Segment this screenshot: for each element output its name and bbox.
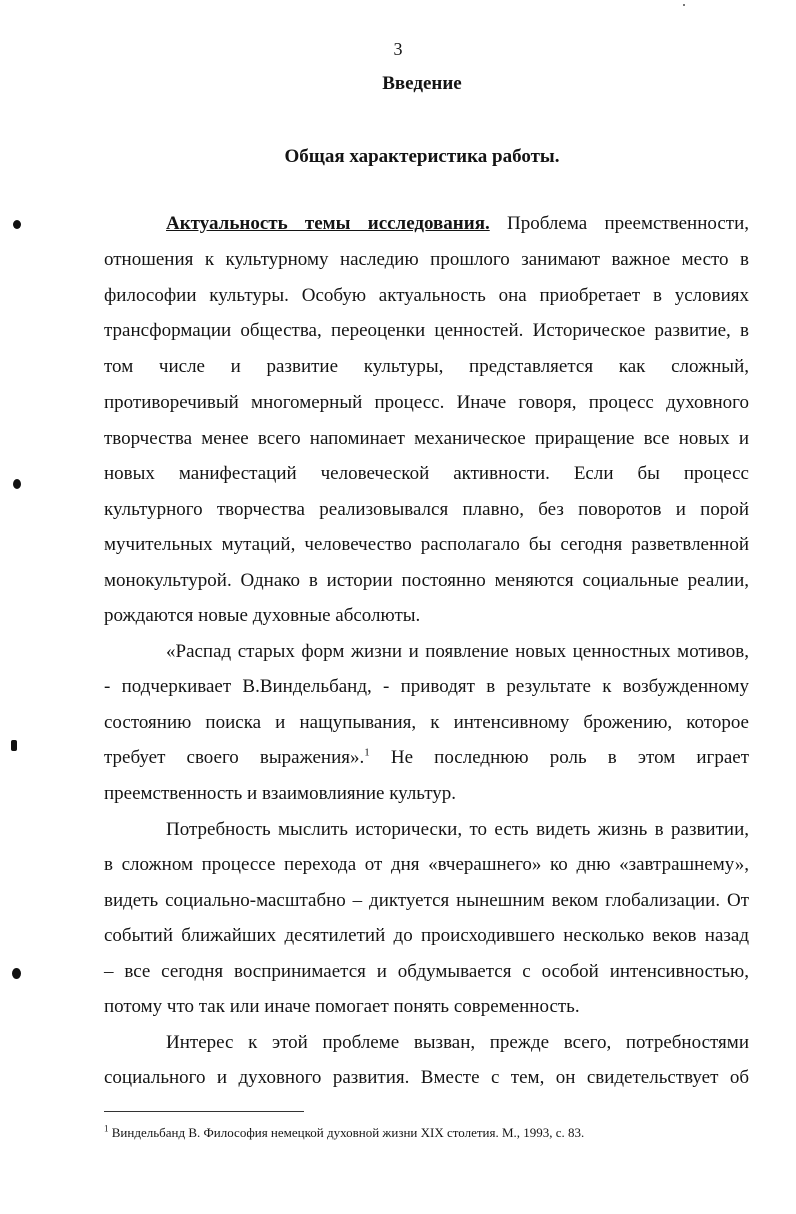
- paragraph-line: рождаются новые духовные абсолюты.: [104, 605, 421, 626]
- paragraph-line: социального и духовного развития. Вместе с тем, он свидетельствует об: [104, 1067, 749, 1088]
- paragraph-line: противоречивый многомерный процесс. Иначе говоря, процесс духовного: [104, 392, 749, 413]
- paragraph-line: новых манифестаций человеческой активности. Если бы процесс: [104, 463, 749, 484]
- paragraph-line: мучительных мутаций, человечество располагало бы сегодня разветвленной: [104, 534, 749, 555]
- paragraph-line: философии культуры. Особую актуальность она приобретает в условиях: [104, 285, 749, 306]
- topic-label: Актуальность темы исследования.: [166, 213, 490, 234]
- hole-punch-mark: [12, 968, 21, 979]
- paragraph-line: трансформации общества, переоценки ценностей. Историческое развитие, в: [104, 320, 749, 341]
- section-title: Общая характеристика работы.: [284, 146, 560, 167]
- page-number: 3: [393, 39, 403, 59]
- paragraph-line: потому что так или иначе помогает понять современность.: [104, 996, 580, 1017]
- paragraph-line: отношения к культурному наследию прошлого занимают важное место в: [104, 249, 749, 270]
- hole-punch-mark: [13, 479, 21, 489]
- paragraph-line: состоянию поиска и нащупывания, к интенсивному брожению, которое: [104, 712, 749, 733]
- paragraph-line: - подчеркивает В.Виндельбанд, - приводят в результате к возбужденному: [104, 676, 749, 697]
- page-title: Введение: [382, 73, 462, 94]
- paragraph-line: культурного творчества реализовывался плавно, без поворотов и порой: [104, 499, 749, 520]
- paragraph-line: в сложном процессе перехода от дня «вчерашнего» ко дню «завтрашнему»,: [104, 854, 749, 875]
- hole-punch-mark: [11, 740, 17, 751]
- paragraph-line: требует своего выражения».$^1$ Не последнюю роль в этом играет: [104, 746, 750, 768]
- paragraph-line: Интерес к этой проблеме вызван, прежде всего, потребностями: [166, 1032, 749, 1053]
- hole-punch-mark: [13, 220, 21, 229]
- paragraph-line: том числе и развитие культуры, представляется как сложный,: [104, 356, 749, 377]
- footnote-marker: 1: [104, 1123, 109, 1134]
- footnote-ref: 1: [364, 746, 370, 759]
- paragraph-line: монокультурой. Однако в истории постоянно меняются социальные реалии,: [104, 570, 749, 591]
- scan-speck: [683, 4, 685, 6]
- footnote: [104, 1125, 584, 1141]
- footnote-text: Виндельбанд В. Философия немецкой духовной жизни XIX столетия. М., 1993, с. 83.: [111, 1125, 585, 1140]
- paragraph-line: Потребность мыслить исторически, то есть видеть жизнь в развитии,: [166, 819, 749, 840]
- paragraph-line: «Распад старых форм жизни и появление новых ценностных мотивов,: [166, 641, 749, 662]
- paragraph-line: видеть социально-масштабно – диктуется нынешним веком глобализации. От: [104, 890, 749, 911]
- paragraph-line: событий ближайших десятилетий до происходившего несколько веков назад: [104, 925, 749, 946]
- paragraph-line: Актуальность темы исследования. Проблема преемственности,: [166, 213, 749, 234]
- paragraph-line: – все сегодня воспринимается и обдумывается с особой интенсивностью,: [104, 961, 749, 982]
- footnote-separator: [104, 1111, 304, 1112]
- paragraph-line: творчества менее всего напоминает механическое приращение все новых и: [104, 428, 749, 449]
- paragraph-line: преемственность и взаимовлияние культур.: [104, 783, 457, 804]
